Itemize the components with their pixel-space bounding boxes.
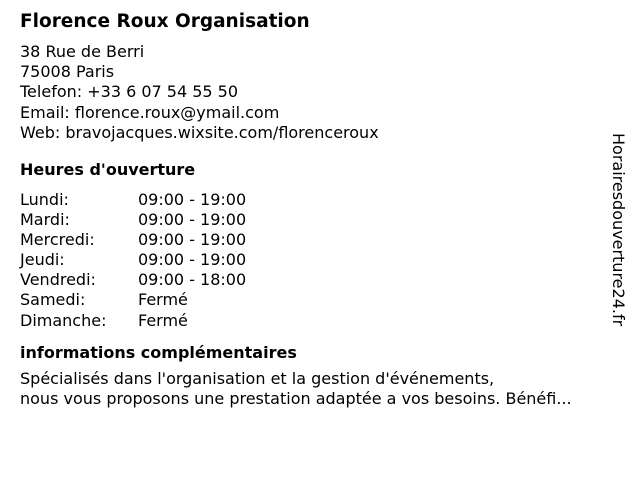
- phone-line: Telefon: +33 6 07 54 55 50: [20, 82, 239, 102]
- additional-info-heading: informations complémentaires: [20, 342, 297, 362]
- day-hours: 09:00 - 18:00: [138, 270, 247, 290]
- contact-block: [20, 42, 620, 143]
- info-line-2: nous vous proposons une prestation adaptée a vos besoins. Bénéfi...: [20, 388, 572, 408]
- business-card: [20, 10, 620, 409]
- site-watermark: Horairesdouverture24.fr: [609, 133, 628, 327]
- additional-info-text: [20, 369, 620, 409]
- day-label: Mercredi:: [20, 230, 95, 250]
- hours-row-friday: [20, 270, 620, 290]
- day-hours: 09:00 - 19:00: [138, 250, 247, 270]
- day-label: Lundi:: [20, 190, 69, 210]
- hours-row-tuesday: [20, 210, 620, 230]
- email-line: Email: florence.roux@ymail.com: [20, 102, 280, 122]
- hours-row-wednesday: [20, 230, 620, 250]
- day-label: Dimanche:: [20, 310, 107, 330]
- day-label: Mardi:: [20, 210, 70, 230]
- website-line: Web: bravojacques.wixsite.com/florenceroux: [20, 122, 379, 142]
- hours-row-monday: [20, 190, 620, 210]
- day-hours: 09:00 - 19:00: [138, 230, 247, 250]
- address-street: 38 Rue de Berri: [20, 42, 145, 61]
- day-hours: Fermé: [138, 310, 188, 330]
- info-line-1: Spécialisés dans l'organisation et la gestion d'événements,: [20, 368, 495, 388]
- opening-hours-heading: Heures d'ouverture: [20, 160, 196, 180]
- day-hours: 09:00 - 19:00: [138, 190, 247, 210]
- day-hours: Fermé: [138, 290, 188, 310]
- address-city: 75008 Paris: [20, 62, 115, 82]
- opening-hours-table: [20, 190, 620, 331]
- day-hours: 09:00 - 19:00: [138, 210, 247, 230]
- day-label: Samedi:: [20, 290, 86, 310]
- day-label: Vendredi:: [20, 270, 96, 290]
- hours-row-saturday: [20, 290, 620, 310]
- business-name: Florence Roux Organisation: [20, 11, 310, 32]
- hours-row-sunday: [20, 311, 620, 331]
- hours-row-thursday: [20, 250, 620, 270]
- day-label: Jeudi:: [20, 250, 65, 270]
